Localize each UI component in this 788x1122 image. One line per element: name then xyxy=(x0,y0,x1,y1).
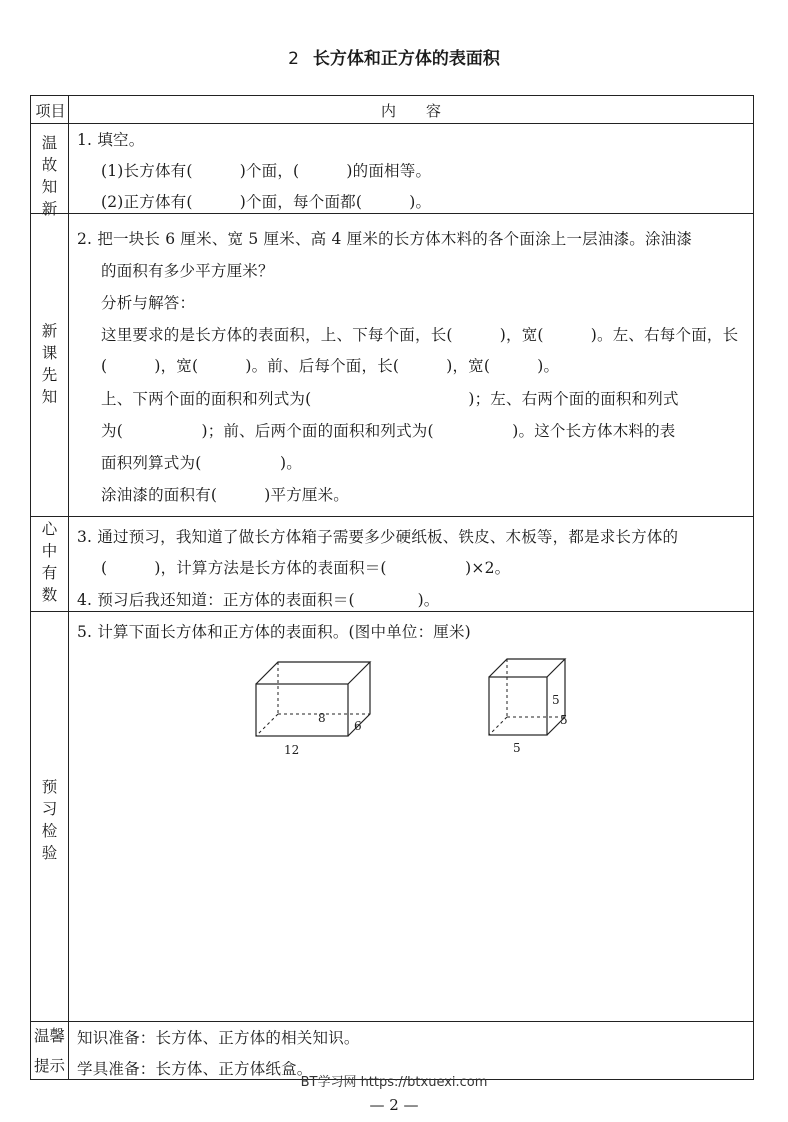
tip-line: 学具准备：长方体、正方体纸盒。 xyxy=(77,1060,313,1078)
watermark: BT学习网 https://btxuexi.com xyxy=(300,1075,488,1090)
question-line: 分析与解答： xyxy=(101,294,196,312)
cuboid-length-label: 12 xyxy=(284,743,300,757)
question-line: 涂油漆的面积有( )平方厘米。 xyxy=(101,486,349,504)
label-text: 预习检验 xyxy=(41,778,58,862)
col-header-item: 项目 xyxy=(35,102,66,120)
cube-edge-label: 5 xyxy=(552,693,560,707)
label-text: 温故知新 xyxy=(41,134,58,218)
question-line: 3. 通过预习，我知道了做长方体箱子需要多少硬纸板、铁皮、木板等，都是求长方体的 xyxy=(77,528,679,546)
lesson-number: 2 xyxy=(288,49,299,69)
question-line: 1. 填空。 xyxy=(77,131,145,149)
page-number: — 2 — xyxy=(369,1096,419,1114)
col-header-content: 内 容 xyxy=(380,102,441,120)
cuboid-width-label: 6 xyxy=(354,719,362,733)
question-line: ( )，宽( )。前、后每个面，长( )，宽( )。 xyxy=(101,357,560,375)
question-line: 面积列算式为( )。 xyxy=(101,454,302,472)
worksheet-table xyxy=(30,95,754,1080)
question-line: 的面积有多少平方厘米？ xyxy=(101,262,274,280)
page-title xyxy=(0,44,788,69)
question-line: ( )，计算方法是长方体的表面积＝( )×2。 xyxy=(101,559,511,577)
section-label-check xyxy=(31,776,68,864)
question-line: 这里要求的是长方体的表面积，上、下每个面，长( )，宽( )。左、右每个面，长 xyxy=(101,326,739,344)
divider xyxy=(31,516,753,517)
label-text: 心中有数 xyxy=(41,520,58,604)
divider xyxy=(31,213,753,214)
question-line: 上、下两个面的面积和列式为( )；左、右两个面的面积和列式 xyxy=(101,390,679,408)
section-label-review xyxy=(31,132,68,220)
cube-edge-label: 5 xyxy=(513,741,521,755)
label-text: 新课先知 xyxy=(41,322,58,406)
cube-figure xyxy=(481,651,576,761)
section-label-mind xyxy=(31,518,68,606)
section-label-tips-bottom: 提示 xyxy=(33,1057,65,1075)
cuboid-figure xyxy=(246,656,381,766)
question-line: (1)长方体有( )个面，( )的面相等。 xyxy=(101,162,432,180)
divider xyxy=(31,611,753,612)
lesson-title: 长方体和正方体的表面积 xyxy=(312,49,500,69)
divider xyxy=(31,1021,753,1022)
question-line: 2. 把一块长 6 厘米、宽 5 厘米、高 4 厘米的长方体木料的各个面涂上一层油漆。涂油漆 xyxy=(77,230,693,248)
section-label-preview xyxy=(31,320,68,408)
tip-line: 知识准备：长方体、正方体的相关知识。 xyxy=(77,1029,360,1047)
question-line: 4. 预习后我还知道：正方体的表面积＝( )。 xyxy=(77,591,440,609)
cube-edge-label: 5 xyxy=(560,713,568,727)
question-line: 5. 计算下面长方体和正方体的表面积。(图中单位：厘米) xyxy=(77,623,471,641)
cuboid-height-label: 8 xyxy=(318,711,326,725)
column-divider xyxy=(68,96,69,1079)
question-line: 为( )；前、后两个面的面积和列式为( )。这个长方体木料的表 xyxy=(101,422,676,440)
divider xyxy=(31,123,753,124)
section-label-tips-top: 温馨 xyxy=(33,1027,65,1045)
question-line: (2)正方体有( )个面，每个面都( )。 xyxy=(101,193,432,211)
